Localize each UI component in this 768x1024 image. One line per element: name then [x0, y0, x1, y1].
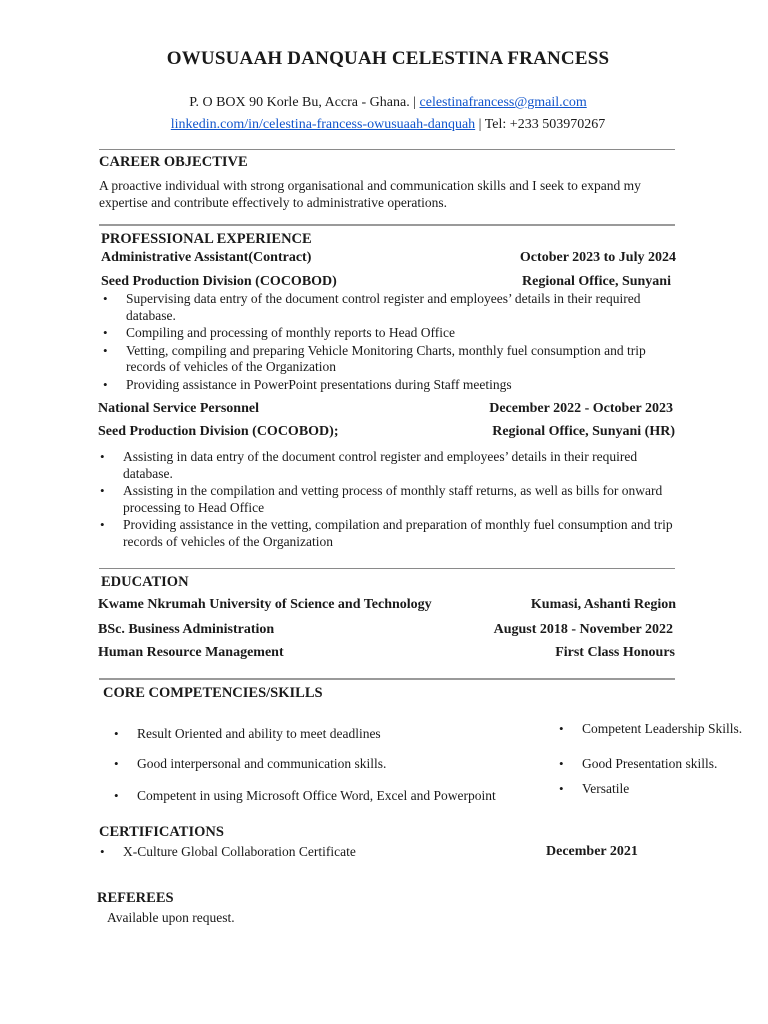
- list-item: • Assisting in the compilation and vetting process of monthly staff returns, as well as bills for onward processing to Head Office: [97, 483, 679, 516]
- job-organization: Seed Production Division (COCOBOD);: [98, 424, 339, 439]
- referees-heading: REFEREES: [97, 890, 174, 906]
- resume-page: OWUSUAAH DANQUAH CELESTINA FRANCESS P. O BOX 90 Korle Bu, Accra - Ghana. | celestinafrancess@gmail.com linkedin.com/in/celestina-francess-owusuaah-danquah | Tel: +233 503970267 CAREER OBJECTIVE A proactive individual with strong organisational and communication skills and I seek to expand my expertise and contribute effectively to administrative operations. PROFESSIONAL EXPERIENCE Administrative Assistant(Contract) October 2023 to July 2024 Seed Production Division (COCOBOD) Regional Office, Sunyani • Supervising data entry of the document control register and employees’ details in their required database. • Compiling and processing of monthly reports to Head Office • Vetting, compiling and preparing Vehicle Monitoring Charts, monthly fuel consumption and trip records of vehicles of the Organization • Providing assistance in PowerPoint presentations during Staff meetings National Service Personnel December 2022 - October 2023 Seed Production Division (COCOBOD); Regional Office, Sunyani (HR) • Assisting in data entry of the document control register and employees’ details in their required database. • Assisting in the compilation and vetting process of monthly staff returns, as well as bills for onward processing to Head Office • Providing assistance in the vetting, compilation and preparation of monthly fuel consumption and trip records of vehicles of the Organization EDUCATION Kwame Nkrumah University of Science and Technology Kumasi, Ashanti Region BSc. Business Administration August 2018 - November 2022 Human Resource Management First Class Honours CORE COMPETENCIES/SKILLS • Result Oriented and ability to meet deadlines • Good interpersonal and communication skills. • Competent in using Microsoft Office Word, Excel and Powerpoint • Competent Leadership Skills. • Good Presentation skills. • Versatile CERTIFICATIONS • X-Culture Global Collaboration Certificate December 2021 REFEREES Available upon request.: [0, 0, 768, 1024]
- degree-name: BSc. Business Administration: [98, 622, 275, 637]
- skills-heading: CORE COMPETENCIES/SKILLS: [103, 685, 323, 701]
- major-name: Human Resource Management: [98, 645, 284, 660]
- job-title: Administrative Assistant(Contract): [101, 250, 312, 265]
- job-title: National Service Personnel: [98, 401, 259, 416]
- job-dates: December 2022 - October 2023: [489, 401, 673, 416]
- honours-text: First Class Honours: [555, 645, 675, 660]
- career-objective-text: A proactive individual with strong organisational and communication skills and I seek to expand my expertise and contribute effectively to administrative operations.: [99, 178, 641, 210]
- job-location: Regional Office, Sunyani (HR): [492, 424, 675, 439]
- address-text: P. O BOX 90 Korle Bu, Accra - Ghana. |: [189, 95, 417, 110]
- list-item: • Providing assistance in the vetting, compilation and preparation of monthly fuel consumption and trip records of vehicles of the Organization: [97, 517, 679, 550]
- education-heading: EDUCATION: [101, 574, 189, 590]
- school-name: Kwame Nkrumah University of Science and Technology: [98, 597, 432, 612]
- certifications-heading: CERTIFICATIONS: [99, 824, 224, 840]
- job-dates: October 2023 to July 2024: [519, 250, 676, 265]
- contact-links-line: [0, 117, 768, 133]
- list-item: • Providing assistance in PowerPoint presentations during Staff meetings: [100, 377, 670, 394]
- list-item: • Vetting, compiling and preparing Vehicle Monitoring Charts, monthly fuel consumption and trip records of vehicles of the Organization: [100, 343, 670, 376]
- certification-date: December 2021: [546, 844, 638, 859]
- job-organization: Seed Production Division (COCOBOD): [101, 274, 337, 289]
- list-item: • Assisting in data entry of the document control register and employees’ details in their required database.: [97, 449, 679, 482]
- career-objective-heading: CAREER OBJECTIVE: [99, 154, 248, 170]
- divider: [99, 678, 675, 680]
- job-duties-list: [100, 291, 670, 394]
- email-link[interactable]: celestinafrancess@gmail.com: [419, 95, 587, 110]
- contact-address-line: [0, 95, 768, 111]
- separator-text: |: [478, 117, 482, 132]
- candidate-name: OWUSUAAH DANQUAH CELESTINA FRANCESS: [166, 48, 610, 69]
- school-location: Kumasi, Ashanti Region: [530, 597, 676, 612]
- referees-text: Available upon request.: [107, 910, 235, 925]
- list-item: • Compiling and processing of monthly reports to Head Office: [100, 325, 670, 342]
- divider: [99, 568, 675, 569]
- job-location: Regional Office, Sunyani: [522, 274, 671, 289]
- divider: [99, 224, 675, 226]
- phone-text: Tel: +233 503970267: [484, 117, 606, 132]
- degree-dates: August 2018 - November 2022: [493, 622, 673, 637]
- list-item: • Supervising data entry of the document control register and employees’ details in their required database.: [100, 291, 670, 324]
- professional-experience-heading: PROFESSIONAL EXPERIENCE: [101, 231, 312, 247]
- job-duties-list: [97, 449, 679, 551]
- divider: [99, 149, 675, 150]
- linkedin-link[interactable]: linkedin.com/in/celestina-francess-owusuaah-danquah: [170, 117, 476, 132]
